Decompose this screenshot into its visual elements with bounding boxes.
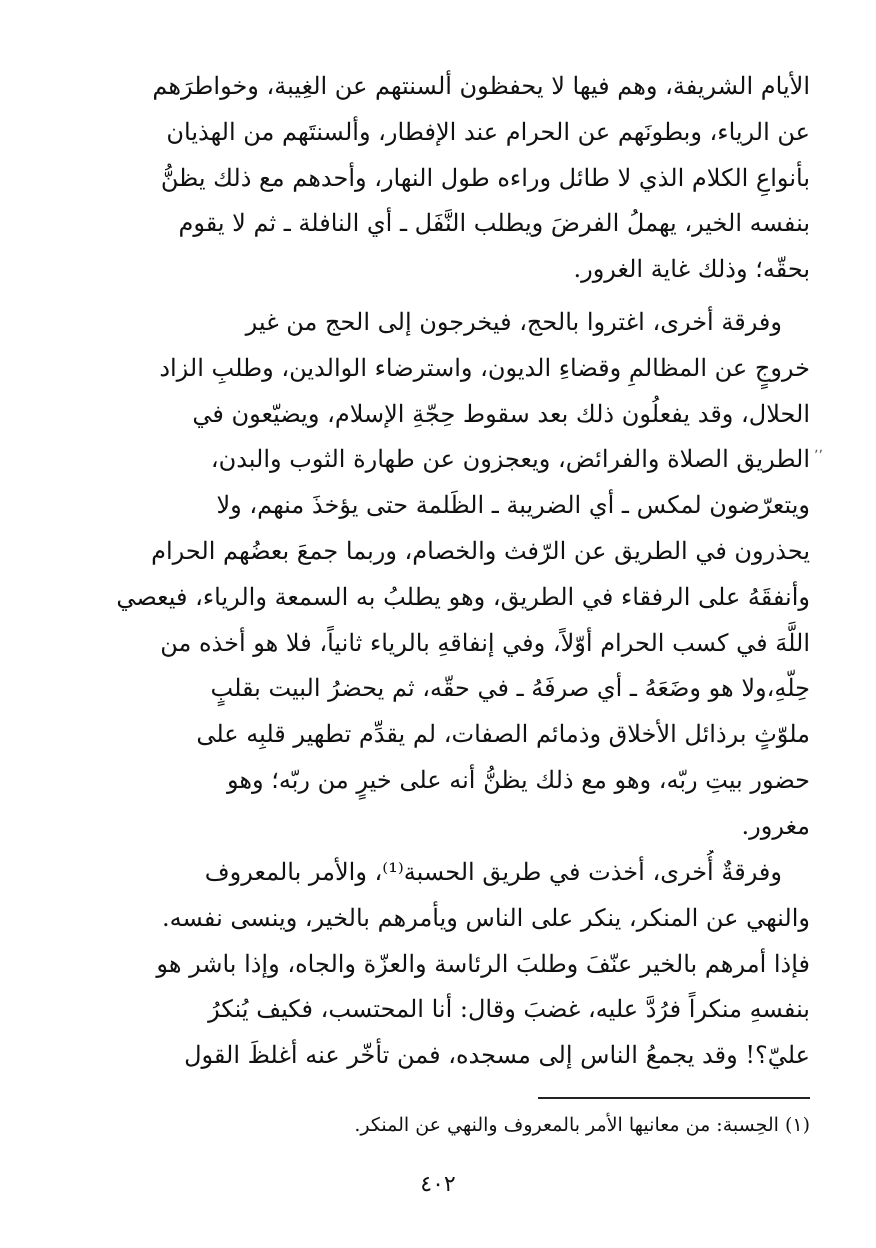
text-line: وفرقة أخرى، اغتروا بالحج، فيخرجون إلى الحج من غير — [245, 308, 782, 336]
paragraph-1 — [78, 64, 810, 293]
paragraph-3 — [78, 850, 810, 1079]
text-line: خروجٍ عن المظالمِ وقضاءِ الديون، واسترضاء الوالدين، وطلبِ الزاد — [159, 353, 810, 382]
text-line: الحلال، وقد يفعلُون ذلك بعد سقوط حِجّةِ الإسلام، ويضيّعون في — [192, 399, 810, 428]
text-line: الطريق الصلاة والفرائض، ويعجزون عن طهارة الثوب والبدن، — [210, 445, 810, 474]
text-line: عليّ؟! وقد يجمعُ الناس إلى مسجده، فمن تأخّر عنه أغلظَ القول — [184, 1041, 810, 1070]
text-line: يحذرون في الطريق عن الرّفث والخصام، وربما جمعَ بعضُهم الحرام — [151, 536, 810, 565]
text-line: بنفسه الخير، يهملُ الفرضَ ويطلب النَّفَل ـ أي النافلة ـ ثم لا يقوم — [178, 209, 810, 238]
text-line: مغرور. — [741, 811, 810, 840]
text-line: وأنفقَهُ على الرفقاء في الطريق، وهو يطلبُ به السمعة والرياء، فيعصي — [116, 582, 810, 611]
text-line: ملوّثٍ برذائل الأخلاق وذمائم الصفات، لم يقدِّم تطهير قلبِه على — [196, 720, 810, 749]
text-line: وفرقةٌ أُخرى، أخذت في طريق الحسبة⁽¹⁾، والأمر بالمعروف — [204, 858, 782, 886]
text-line: عن الرياء، وبطونَهم عن الحرام عند الإفطار، وألسنتَهم من الهذيان — [166, 117, 810, 146]
footnote: (١) الحِسبة: من معانيها الأمر بالمعروف والنهي عن المنكر. — [354, 1114, 810, 1136]
paragraph-2 — [78, 300, 810, 850]
text-line: حضور بيتِ ربّه، وهو مع ذلك يظنُّ أنه على خيرٍ من ربّه؛ وهو — [226, 765, 810, 794]
text-line: والنهي عن المنكر، ينكر على الناس ويأمرهم بالخير، وينسى نفسه. — [162, 903, 810, 932]
text-line: حِلّهِ،ولا هو وضَعَهُ ـ أي صرفَهُ ـ في حقّه، ثم يحضرُ البيت بقلبٍ — [210, 674, 810, 703]
text-line: اللَّهَ في كسب الحرام أوّلاً، وفي إنفاقهِ بالرياء ثانياً، فلا هو أخذه من — [160, 628, 810, 657]
text-line: ويتعرّضون لمكس ـ أي الضريبة ـ الظَلمة حتى يؤخذَ منهم، ولا — [216, 491, 810, 520]
text-line: فإذا أمرهم بالخير عنّفَ وطلبَ الرئاسة والعزّة والجاه، وإذا باشر هو — [156, 949, 810, 978]
text-line: بحقّه؛ وذلك غاية الغرور. — [573, 255, 810, 284]
text-line: بنفسهِ منكراً فرُدَّ عليه، غضبَ وقال: أنا المحتسب، فكيف يُنكرُ — [208, 995, 810, 1024]
text-line: بأنواعِ الكلام الذي لا طائل وراءه طول النهار، وأحدهم مع ذلك يظنُّ — [160, 163, 810, 192]
page-number: ٤٠٢ — [420, 1172, 456, 1197]
margin-mark: ٬٬ — [814, 448, 823, 464]
footnote-separator — [538, 1097, 810, 1099]
text-line: الأيام الشريفة، وهم فيها لا يحفظون ألسنتهم عن الغِيبة، وخواطرَهم — [152, 72, 810, 100]
